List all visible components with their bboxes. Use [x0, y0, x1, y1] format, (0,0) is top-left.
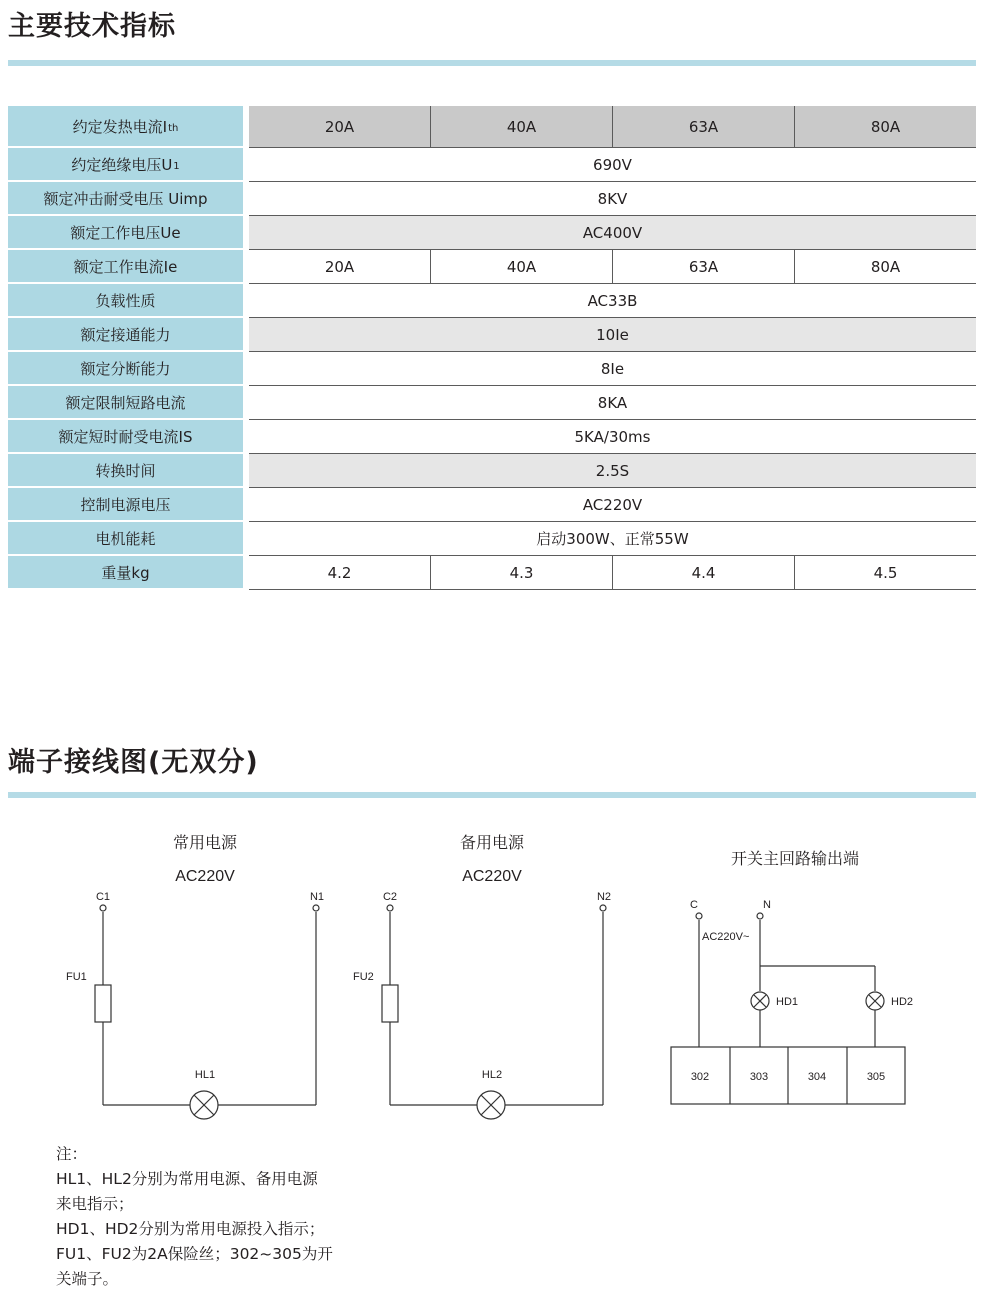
table-cell: 4.5	[794, 556, 976, 589]
row-label-text: 额定接通能力	[80, 325, 171, 344]
terminal-block-304: 304	[807, 1071, 827, 1083]
table-cell: 8KA	[597, 393, 628, 412]
circuit3-terminal-c: C	[690, 899, 698, 911]
table-cell: 63A	[612, 250, 794, 283]
table-cell: 20A	[324, 257, 355, 276]
circuit2-terminal-c2: C2	[382, 891, 398, 903]
circuit2-title: 备用电源	[459, 835, 525, 852]
circuit1-voltage: AC220V	[175, 868, 235, 885]
notes	[56, 1142, 333, 1292]
table-cell: 40A	[430, 250, 612, 283]
table-cell: 10Ie	[596, 325, 629, 344]
table-cell: AC33B	[587, 291, 638, 310]
table-cell: 8Ie	[600, 359, 625, 378]
section-title-specs: 主要技术指标	[8, 11, 176, 42]
circuit1-title: 常用电源	[172, 835, 238, 852]
table-cell: AC220V	[582, 495, 643, 514]
row-label-text: 约定绝缘电压U	[71, 155, 173, 174]
row-label-subscript: 1	[173, 160, 180, 172]
table-cell: 2.5S	[595, 461, 630, 480]
table-cell: 4.2	[327, 563, 352, 582]
note-line: HD1、HD2分别为常用电源投入指示；	[56, 1220, 325, 1238]
terminal-block-302: 302	[690, 1071, 710, 1083]
table-cell: AC400V	[582, 223, 643, 242]
circuit3-terminal-n: N	[763, 899, 771, 911]
circuit1-terminal-c1: C1	[95, 891, 111, 903]
row-label-text: 额定短时耐受电流IS	[58, 427, 193, 446]
circuit3-lamp1-label: HD1	[776, 996, 799, 1008]
circuit3-title: 开关主回路输出端	[730, 851, 860, 868]
note-line: 注：	[56, 1145, 88, 1163]
row-label-text: 额定工作电压Ue	[70, 223, 181, 242]
circuit2-lamp-label: HL2	[481, 1069, 503, 1081]
table-cell: 5KA/30ms	[574, 427, 651, 446]
row-label-text: 重量kg	[101, 563, 150, 582]
terminal-block-305: 305	[866, 1071, 886, 1083]
row-label-text: 电机能耗	[95, 529, 156, 548]
table-cell: 80A	[794, 106, 976, 147]
row-label-text: 负载性质	[95, 291, 156, 310]
note-line: FU1、FU2为2A保险丝；302~305为开	[56, 1245, 333, 1263]
table-cell: 80A	[794, 250, 976, 283]
row-label-text: 额定冲击耐受电压 Uimp	[43, 189, 208, 208]
row-label-text: 控制电源电压	[80, 495, 171, 514]
circuit2-fuse-label: FU2	[353, 971, 374, 983]
row-label-text: 转换时间	[95, 461, 156, 480]
table-cell: 690V	[593, 155, 632, 174]
note-line: 关端子。	[56, 1270, 119, 1288]
note-line: 来电指示；	[56, 1195, 134, 1213]
table-cell: 63A	[612, 106, 794, 147]
table-cell: 40A	[430, 106, 612, 147]
row-label-subscript: th	[168, 122, 179, 134]
circuit1-fuse-label: FU1	[66, 971, 87, 983]
table-cell: 8KV	[597, 189, 628, 208]
circuit1-lamp-label: HL1	[194, 1069, 216, 1081]
circuit3-lamp2-label: HD2	[891, 996, 914, 1008]
section-title-wiring: 端子接线图(无双分)	[8, 747, 259, 778]
table-cell: 4.4	[612, 556, 794, 589]
terminal-block-303: 303	[749, 1071, 769, 1083]
row-label-text: 约定发热电流I	[72, 117, 168, 136]
row-label-text: 额定限制短路电流	[65, 393, 186, 412]
row-label-text: 额定分断能力	[80, 359, 171, 378]
circuit1-terminal-n1: N1	[309, 891, 325, 903]
table-cell: 4.3	[430, 556, 612, 589]
circuit3-supply-label: AC220V~	[702, 931, 750, 943]
note-line: HL1、HL2分别为常用电源、备用电源	[56, 1170, 318, 1188]
table-cell: 启动300W、正常55W	[536, 530, 689, 548]
circuit2-voltage: AC220V	[462, 868, 522, 885]
row-label-text: 额定工作电流Ie	[73, 257, 178, 276]
table-cell: 20A	[324, 117, 355, 136]
circuit2-terminal-n2: N2	[596, 891, 612, 903]
